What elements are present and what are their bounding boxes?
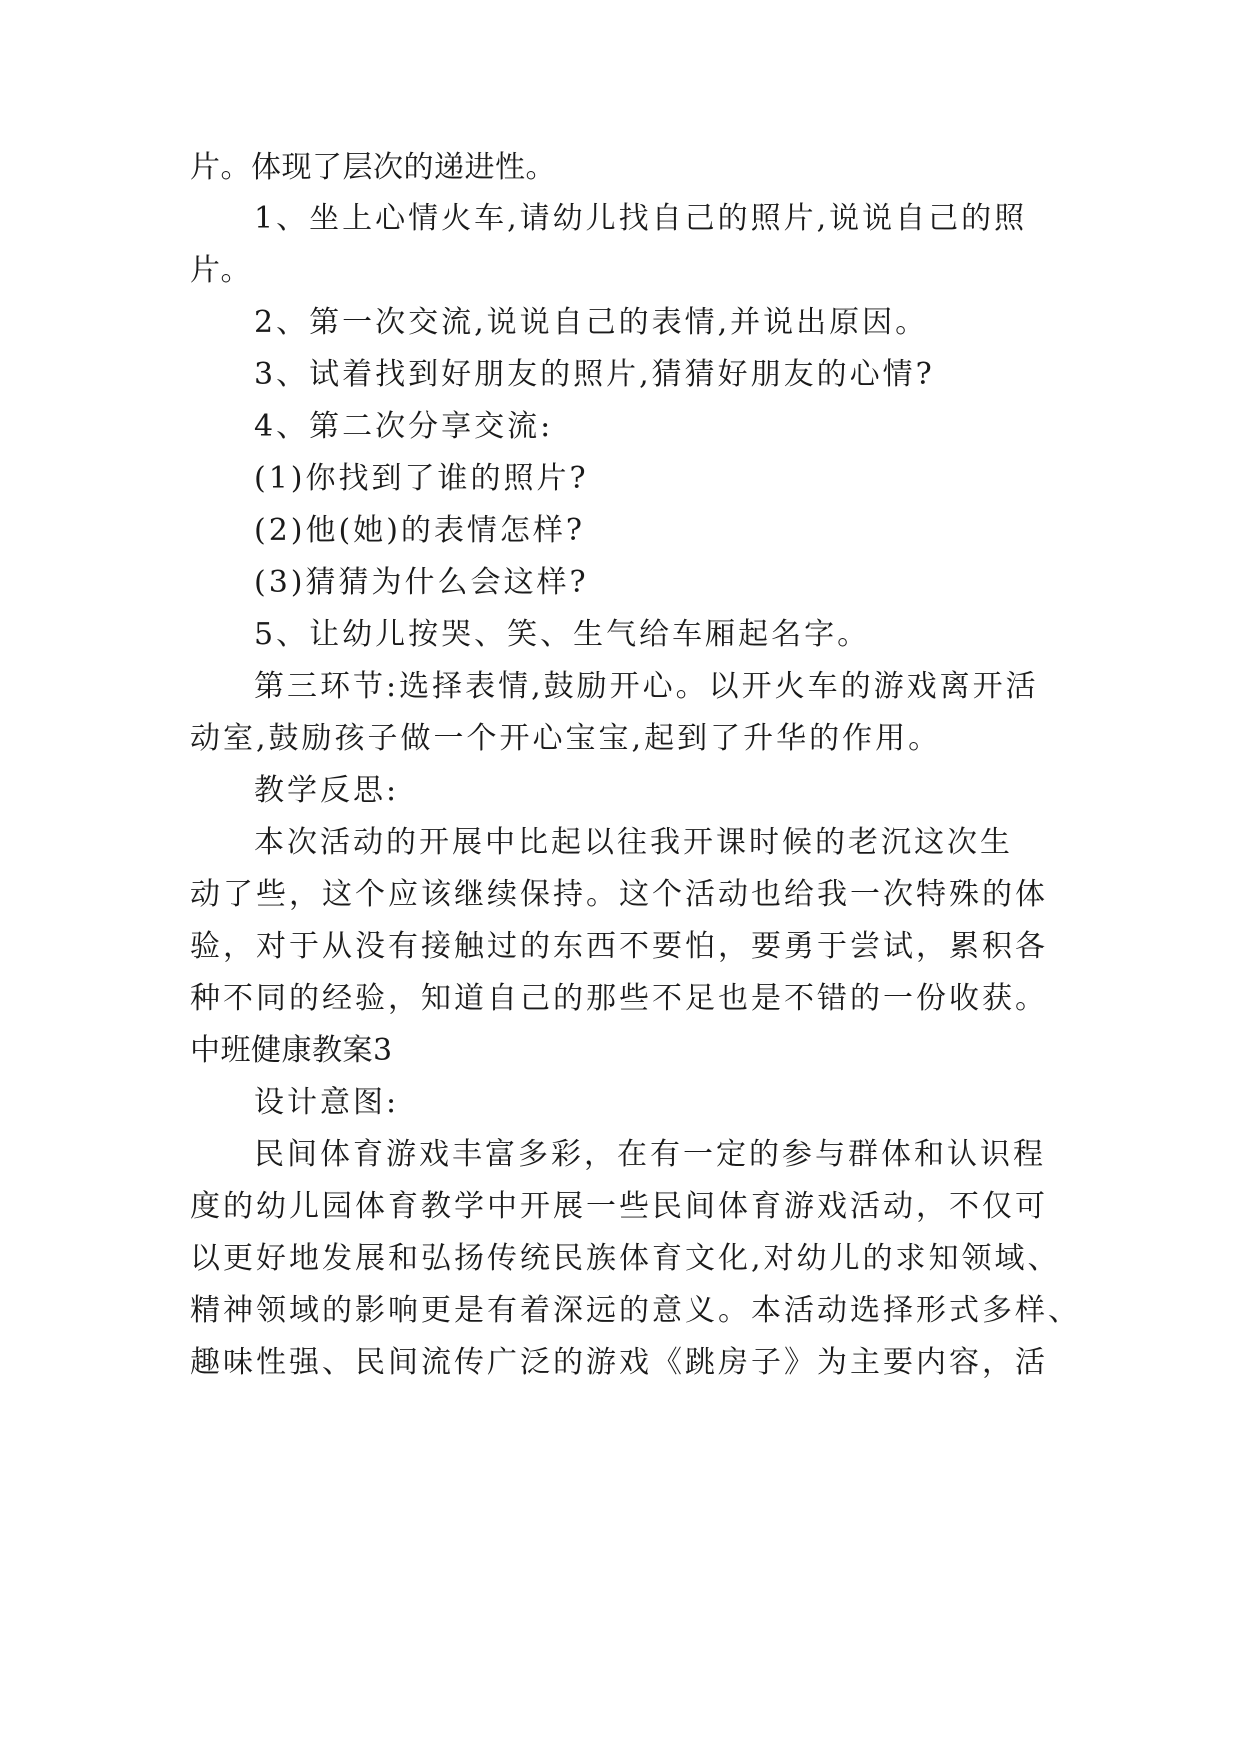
text-line: 动室,鼓励孩子做一个开心宝宝,起到了升华的作用。 [190, 721, 942, 756]
text-line: 验，对于从没有接触过的东西不要怕，要勇于尝试，累积各 [190, 929, 1048, 964]
text-line: 以更好地发展和弘扬传统民族体育文化,对幼儿的求知领域、 [190, 1241, 1061, 1276]
text-line: 3、试着找到好朋友的照片,猜猜好朋友的心情? [254, 357, 935, 392]
text-line: 度的幼儿园体育教学中开展一些民间体育游戏活动，不仅可 [190, 1189, 1048, 1224]
text-line: 动了些，这个应该继续保持。这个活动也给我一次特殊的体 [190, 877, 1048, 912]
text-line: 2、第一次交流,说说自己的表情,并说出原因。 [254, 305, 929, 340]
text-line: (3)猜猜为什么会这样? [254, 565, 589, 600]
text-line: 趣味性强、民间流传广泛的游戏《跳房子》为主要内容，活 [190, 1345, 1048, 1380]
document-title: 中班健康教案3 [190, 1033, 393, 1068]
section-heading: 设计意图: [254, 1085, 400, 1120]
text-line: 片。体现了层次的递进性。 [190, 150, 556, 185]
text-line: (2)他(她)的表情怎样? [254, 513, 585, 548]
text-line: 4、第二次分享交流: [254, 409, 554, 444]
text-line: 第三环节:选择表情,鼓励开心。以开火车的游戏离开活 [254, 669, 1039, 704]
text-line: 精神领域的影响更是有着深远的意义。本活动选择形式多样、 [190, 1293, 1081, 1328]
text-line: 民间体育游戏丰富多彩，在有一定的参与群体和认识程 [254, 1137, 1046, 1172]
text-line: 5、让幼儿按哭、笑、生气给车厢起名字。 [254, 617, 871, 652]
text-line: 本次活动的开展中比起以往我开课时候的老沉这次生 [254, 825, 1013, 860]
text-line: 片。 [190, 253, 251, 288]
text-line: 种不同的经验，知道自己的那些不足也是不错的一份收获。 [190, 981, 1048, 1016]
text-line: (1)你找到了谁的照片? [254, 461, 589, 496]
section-heading: 教学反思: [254, 773, 400, 808]
text-line: 1、坐上心情火车,请幼儿找自己的照片,说说自己的照 [254, 201, 1028, 236]
